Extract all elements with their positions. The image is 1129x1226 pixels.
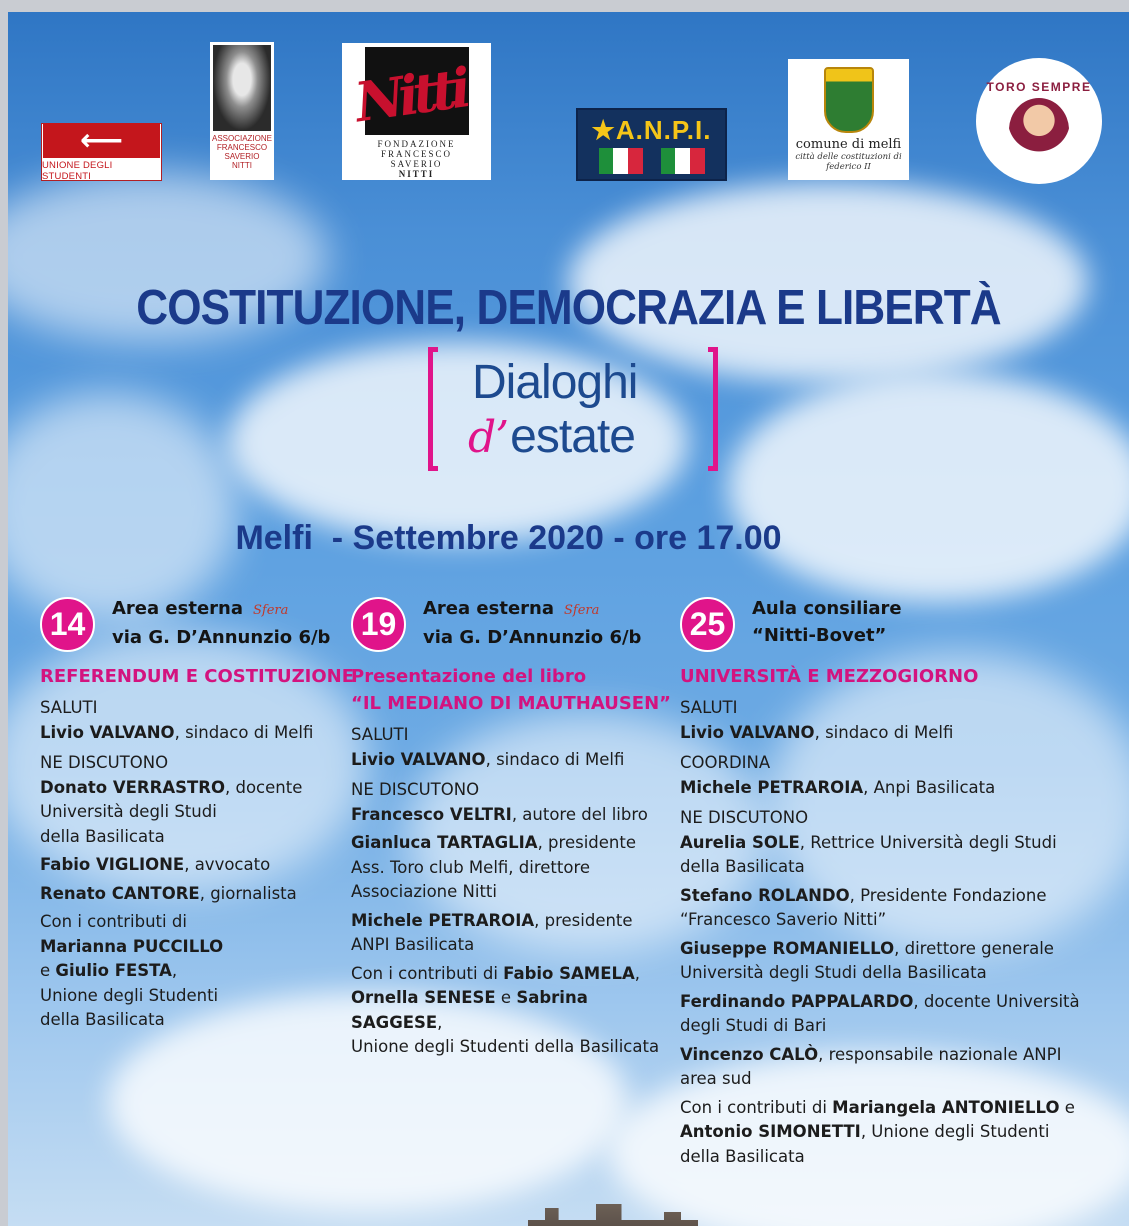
dialoghi-text: Dialoghi	[472, 356, 638, 409]
fondazione-nitti-logo	[342, 43, 491, 180]
speaker-line: Michele PETRAROIA, presidente	[351, 910, 633, 930]
event-day-badge: 25	[680, 597, 735, 652]
event-day-badge: 14	[40, 597, 95, 652]
role-label: SALUTI	[680, 698, 738, 717]
speaker-block	[351, 909, 681, 958]
speaker-line: della Basilicata	[40, 826, 165, 846]
role-label: COORDINA	[680, 753, 771, 772]
speaker-block	[40, 853, 370, 878]
sfera-logo: Sfera	[253, 603, 289, 618]
speaker-line: Marianna PUCCILLO	[40, 936, 224, 956]
speaker-line: Unione degli Studenti	[40, 985, 219, 1005]
dialoghi-destate-logo	[428, 347, 718, 477]
speaker-line: della Basilicata	[680, 857, 805, 876]
speaker-line: e Giulio FESTA,	[40, 961, 178, 980]
event-column-25	[680, 587, 1100, 1169]
speaker-block	[680, 1043, 1100, 1092]
unione-studenti-logo	[41, 123, 162, 181]
event-column-19	[351, 587, 681, 1060]
left-bracket-icon	[428, 347, 438, 471]
comune-tagline: città delle costituzioni di federico II	[795, 152, 902, 172]
speaker-block	[40, 910, 370, 1033]
speaker-line: “Francesco Saverio Nitti”	[680, 910, 887, 929]
unione-studenti-label: UNIONE DEGLI STUDENTI	[42, 159, 113, 182]
speaker-line: area sud	[680, 1069, 752, 1088]
anpi-label: ★A.N.P.I.	[591, 115, 712, 145]
speaker-line: Livio VALVANO, sindaco di Melfi	[680, 722, 954, 742]
speaker-block	[680, 937, 1100, 986]
sfera-logo: Sfera	[564, 603, 600, 618]
speaker-line: Renato CANTORE, giornalista	[40, 883, 297, 903]
speaker-block	[351, 723, 681, 772]
cloud	[728, 372, 1129, 602]
speaker-line: Donato VERRASTRO, docente	[40, 777, 303, 797]
event-heading: UNIVERSITÀ E MEZZOGIORNO	[680, 666, 979, 687]
role-label: SALUTI	[351, 725, 409, 744]
event-heading: REFERENDUM E COSTITUZIONE	[40, 666, 355, 687]
speaker-line: Ferdinando PAPPALARDO, docente Università	[680, 991, 1080, 1011]
role-label: SALUTI	[40, 698, 98, 717]
speaker-line: Associazione Nitti	[351, 882, 497, 901]
poster-title: COSTITUZIONE, DEMOCRAZIA E LIBERTÀ	[136, 281, 1001, 335]
speaker-line: Vincenzo CALÒ, responsabile nazionale ANPI	[680, 1044, 1062, 1064]
speaker-line: Stefano ROLANDO, Presidente Fondazione	[680, 885, 1047, 905]
event-heading: Presentazione del libro “IL MEDIANO DI MAUTHAUSEN”	[351, 666, 671, 714]
caricature-image	[1009, 98, 1069, 162]
role-label: NE DISCUTONO	[351, 780, 480, 799]
speaker-block	[680, 884, 1100, 933]
speaker-line: Gianluca TARTAGLIA, presidente	[351, 833, 636, 852]
speaker-block	[680, 751, 1100, 800]
speaker-block	[680, 1096, 1100, 1170]
signature-mark: Nitti	[365, 47, 469, 135]
speaker-line: Con i contributi di Mariangela ANTONIELLO e	[680, 1097, 1075, 1117]
speaker-line: Livio VALVANO, sindaco di Melfi	[351, 749, 625, 769]
toro-sempre-logo	[976, 58, 1102, 184]
speaker-block	[40, 882, 370, 907]
speaker-block	[351, 831, 681, 905]
speaker-block	[40, 751, 370, 849]
comune-melfi-logo	[788, 59, 909, 180]
speaker-line: Giuseppe ROMANIELLO, direttore generale	[680, 938, 1054, 958]
speaker-block	[351, 778, 681, 827]
speaker-line: ANPI Basilicata	[351, 935, 475, 954]
comune-name: comune di melfi	[795, 137, 902, 152]
italian-flag-icon	[661, 148, 705, 174]
speaker-line: Università degli Studi della Basilicata	[680, 963, 987, 982]
speaker-line: Unione degli Studenti della Basilicata	[351, 1037, 660, 1056]
speaker-line: Livio VALVANO, sindaco di Melfi	[40, 722, 314, 742]
date-line: Melfi - Settembre 2020 - ore 17.00	[235, 519, 782, 557]
role-label: NE DISCUTONO	[40, 753, 169, 772]
speaker-line: Aurelia SOLE, Rettrice Università degli Studi	[680, 832, 1057, 852]
event-location: Area esterna Sfera via G. D’Annunzio 6/b	[423, 598, 642, 648]
arrow-icon: ⟵	[43, 123, 160, 158]
speaker-line: Con i contributi di Fabio SAMELA,	[351, 963, 641, 983]
speaker-block	[680, 990, 1100, 1039]
speaker-block	[351, 962, 681, 1060]
speaker-line: della Basilicata	[40, 1010, 165, 1029]
event-column-14	[40, 587, 370, 1033]
portrait-image	[213, 45, 271, 131]
associazione-nitti-logo	[210, 42, 274, 180]
speaker-block	[40, 696, 370, 745]
speaker-line: degli Studi di Bari	[680, 1016, 827, 1035]
anpi-logo	[576, 108, 727, 181]
italian-flag-icon	[599, 148, 643, 174]
speaker-line: Università degli Studi	[40, 802, 217, 821]
toro-sempre-label: TORO SEMPRE	[986, 80, 1092, 94]
coat-of-arms-icon	[824, 67, 874, 133]
event-location: Area esterna Sfera via G. D’Annunzio 6/b	[112, 598, 331, 648]
event-location: Aula consiliare “Nitti-Bovet”	[752, 598, 902, 646]
speaker-block	[680, 696, 1100, 745]
fondazione-nitti-label: FONDAZIONE FRANCESCO SAVERIO NITTI	[377, 139, 456, 179]
speaker-line: Fabio VIGLIONE, avvocato	[40, 855, 271, 874]
speaker-line: Michele PETRAROIA, Anpi Basilicata	[680, 777, 996, 797]
role-label: NE DISCUTONO	[680, 808, 809, 827]
speaker-line: Francesco VELTRI, autore del libro	[351, 804, 648, 824]
event-day-badge: 19	[351, 597, 406, 652]
speaker-line: Ass. Toro club Melfi, direttore	[351, 857, 591, 877]
speaker-line: Antonio SIMONETTI, Unione degli Studenti	[680, 1122, 1050, 1141]
destate-text: d’estate	[468, 410, 635, 463]
speaker-block	[680, 806, 1100, 880]
speaker-line: Ornella SENESE e Sabrina SAGGESE,	[351, 988, 588, 1032]
speaker-line: della Basilicata	[680, 1146, 805, 1166]
associazione-nitti-label: ASSOCIAZIONE FRANCESCO SAVERIO NITTI	[211, 134, 272, 170]
star-icon: ★	[591, 115, 616, 145]
right-bracket-icon	[708, 347, 718, 471]
poster	[8, 12, 1129, 1226]
speaker-line: Con i contributi di	[40, 912, 187, 931]
